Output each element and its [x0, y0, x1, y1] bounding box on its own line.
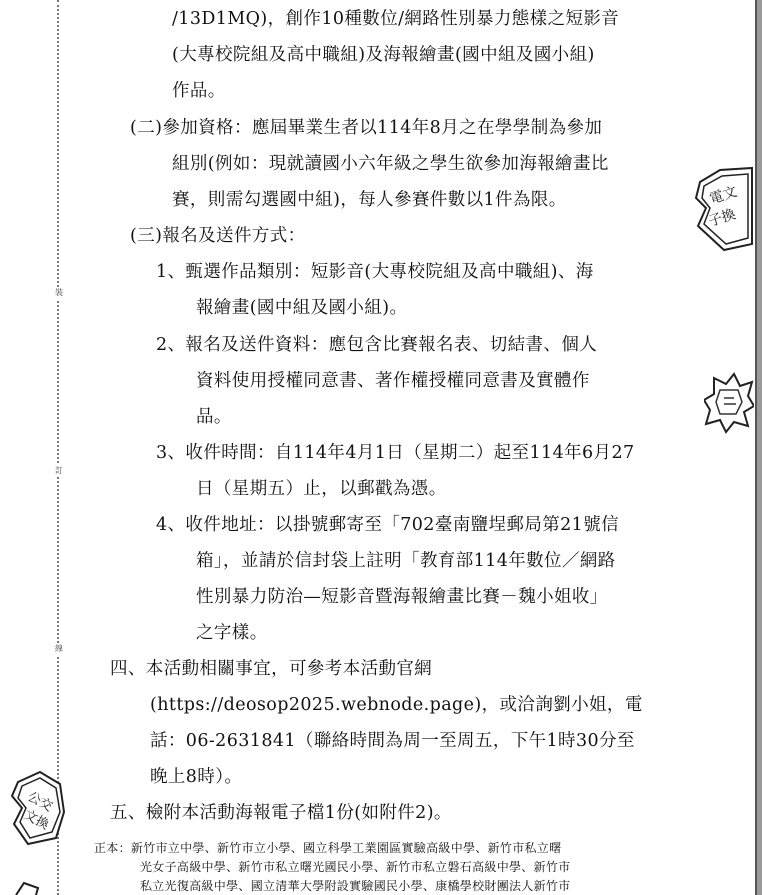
binding-mark-bind: 裝: [55, 288, 63, 297]
body-line: (大專校院組及高中職組)及海報繪畫(國中組及國小組): [172, 45, 595, 65]
list-item-2: 2、報名及送件資料：應包含比賽報名表、切結書、個人: [156, 335, 598, 355]
body-line: 組別(例如：現就讀國小六年級之學生欲參加海報繪畫比: [172, 154, 609, 174]
list-item-4-cont: 箱」，並請於信封袋上註明「教育部114年數位／網路: [196, 551, 616, 571]
contact-phone-line: 話：06-2631841（聯絡時間為周一至周五，下午1時30分至: [150, 731, 635, 751]
body-line: /13D1MQ)，創作10種數位/網路性別暴力態樣之短影音: [172, 9, 620, 29]
list-item-2-cont: 資料使用授權同意書、著作權授權同意書及實體作: [196, 371, 590, 391]
binding-mark-line: 線: [55, 644, 63, 653]
svg-text:文換: 文換: [21, 807, 52, 834]
exchange-stamp-top-right: [694, 164, 754, 254]
list-item-4-cont: 之字樣。: [196, 623, 268, 643]
binding-mark-stitch: 訂: [55, 466, 63, 475]
list-item-1-cont: 報繪畫(國中組及國小組)。: [196, 298, 408, 318]
binding-dotted-line: [57, 0, 59, 895]
section-heading-contact: 四、本活動相關事宜，可參考本活動官網: [110, 659, 433, 679]
distribution-line: 正本：新竹市立中學、新竹市立小學、國立科學工業園區實驗高級中學、新竹市私立曙: [94, 841, 562, 855]
body-line: 作品。: [172, 81, 226, 101]
section-heading-attachment: 五、檢附本活動海報電子檔1份(如附件2)。: [110, 803, 452, 823]
list-item-3-cont: 日（星期五）止，以郵戳為憑。: [196, 479, 447, 499]
list-item-2-cont: 品。: [196, 407, 232, 427]
list-item-3: 3、收件時間：自114年4月1日（星期二）起至114年6月27: [156, 443, 635, 463]
svg-text:電文: 電文: [707, 183, 740, 208]
exchange-stamp-bottom-left: [10, 768, 68, 848]
svg-text:子換: 子換: [706, 206, 738, 231]
distribution-line: 私立光復高級中學、國立清華大學附設實驗國民小學、康橋學校財團法人新竹市: [140, 879, 571, 893]
page-edge: [757, 0, 762, 895]
contact-website-line: (https://deosop2025.webnode.page)，或洽詢劉小姐，電: [150, 695, 643, 715]
section-heading-registration: (三)報名及送件方式：: [130, 226, 306, 246]
svg-text:公交: 公交: [24, 789, 55, 815]
section-heading-eligibility: (二)參加資格：應屆畢業生者以114年8月之在學學制為參加: [130, 118, 603, 138]
list-item-4-cont: 性別暴力防治—短影音暨海報繪畫比賽－魏小姐收」: [196, 587, 608, 607]
distribution-line: 光女子高級中學、新竹市私立曙光國民小學、新竹市私立磐石高級中學、新竹市: [140, 860, 571, 874]
body-line: 賽，則需勾選國中組)，每人參賽件數以1件為限。: [172, 190, 567, 210]
list-item-4: 4、收件地址：以掛號郵寄至「702臺南鹽埕郵局第21號信: [156, 515, 620, 535]
seal-right-edge: [704, 372, 754, 434]
list-item-1: 1、甄選作品類別：短影音(大專校院組及高中職組)、海: [156, 262, 594, 282]
body-line: 晚上8時）。: [150, 767, 243, 787]
stamp-fragment-bottom: [14, 880, 40, 895]
